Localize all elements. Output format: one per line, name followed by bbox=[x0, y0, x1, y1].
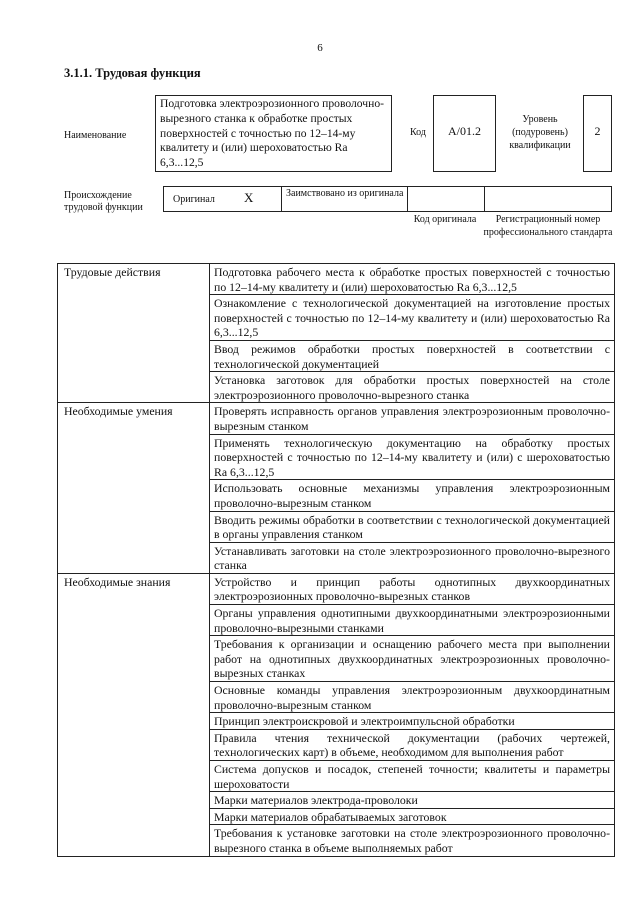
item-cell: Требования к организации и оснащению рабочего места при выполнении работ на однотипных двухкоординатных электроэрозионных проволочно-вырезных станках bbox=[210, 636, 615, 682]
item-cell: Органы управления однотипными двухкоординатными электроэрозионными проволочно-вырезными станками bbox=[210, 605, 615, 636]
item-cell: Марки материалов электрода-проволоки bbox=[210, 792, 615, 809]
borrowed-label: Заимствовано из оригинала bbox=[286, 188, 404, 199]
origin-divider bbox=[407, 186, 408, 212]
table-row bbox=[58, 403, 615, 434]
category-cell: Необходимые умения bbox=[58, 403, 210, 574]
item-cell: Устройство и принцип работы однотипных двухкоординатных электроэрозионных проволочно-вырезных станков bbox=[210, 573, 615, 604]
item-cell: Принцип электроискровой и электроимпульсной обработки bbox=[210, 713, 615, 730]
original-mark: X bbox=[244, 190, 254, 205]
function-details-table bbox=[57, 263, 615, 857]
table-row bbox=[58, 573, 615, 604]
qualification-level-box: 2 bbox=[583, 95, 612, 172]
item-cell: Установка заготовок для обработки простых поверхностей на столе электроэрозионного проволочно-вырезного станка bbox=[210, 372, 615, 403]
page-number: 6 bbox=[317, 42, 323, 54]
item-cell: Марки материалов обрабатываемых заготовок bbox=[210, 808, 615, 825]
function-name-box: Подготовка электроэрозионного проволочно-вырезного станка к обработке простых поверхностей с точностью по 12–14-му квалитету и (или) шероховатостью Ra 6,3...12,5 bbox=[155, 95, 392, 172]
item-cell: Ознакомление с технологической документацией на изготовление простых поверхностей с точностью по 12–14-му квалитету и (или) шероховатостью Ra 6,3...12,5 bbox=[210, 295, 615, 341]
item-cell: Использовать основные механизмы управления электроэрозионным проволочно-вырезным станком bbox=[210, 480, 615, 511]
origin-divider bbox=[484, 186, 485, 212]
code-label: Код bbox=[410, 127, 426, 138]
category-cell: Трудовые действия bbox=[58, 264, 210, 403]
section-title: 3.1.1. Трудовая функция bbox=[64, 66, 201, 80]
item-cell: Проверять исправность органов управления электроэрозионным проволочно-вырезным станком bbox=[210, 403, 615, 434]
item-cell: Требования к установке заготовки на столе электроэрозионного проволочно-вырезного станка в объеме выполняемых работ bbox=[210, 825, 615, 856]
origin-row bbox=[163, 186, 612, 212]
qualification-level-label: Уровень (подуровень) квалификации bbox=[509, 114, 571, 151]
name-label: Наименование bbox=[64, 130, 127, 141]
item-cell: Подготовка рабочего места к обработке простых поверхностей с точностью по 12–14-му квалитету и (или) шероховатостью Ra 6,3...12,5 bbox=[210, 264, 615, 295]
item-cell: Вводить режимы обработки в соответствии с технологической документацией в органы управления станком bbox=[210, 511, 615, 542]
code-original-caption: Код оригинала bbox=[413, 214, 477, 225]
category-cell: Необходимые знания bbox=[58, 573, 210, 856]
item-cell: Правила чтения технической документации (рабочих чертежей, технологических карт) в объеме, необходимом для выполнения работ bbox=[210, 729, 615, 760]
item-cell: Ввод режимов обработки простых поверхностей в соответствии с технологической документацией bbox=[210, 340, 615, 371]
code-value-box: A/01.2 bbox=[433, 95, 496, 172]
original-label: Оригинал bbox=[173, 194, 215, 205]
item-cell: Система допусков и посадок, степеней точности; квалитеты и параметры шероховатости bbox=[210, 761, 615, 792]
origin-label: Происхождение трудовой функции bbox=[64, 190, 143, 213]
reg-number-caption: Регистрационный номер профессионального стандарта bbox=[483, 214, 613, 238]
item-cell: Основные команды управления электроэрозионным двухкоординатным проволочно-вырезным станком bbox=[210, 682, 615, 713]
origin-divider bbox=[281, 186, 282, 212]
table-row bbox=[58, 264, 615, 295]
item-cell: Применять технологическую документацию на обработку простых поверхностей с точностью по 12–14-му квалитету и (или) с шероховатостью Ra 6,3...12,5 bbox=[210, 434, 615, 480]
item-cell: Устанавливать заготовки на столе электроэрозионного проволочно-вырезного станка bbox=[210, 542, 615, 573]
